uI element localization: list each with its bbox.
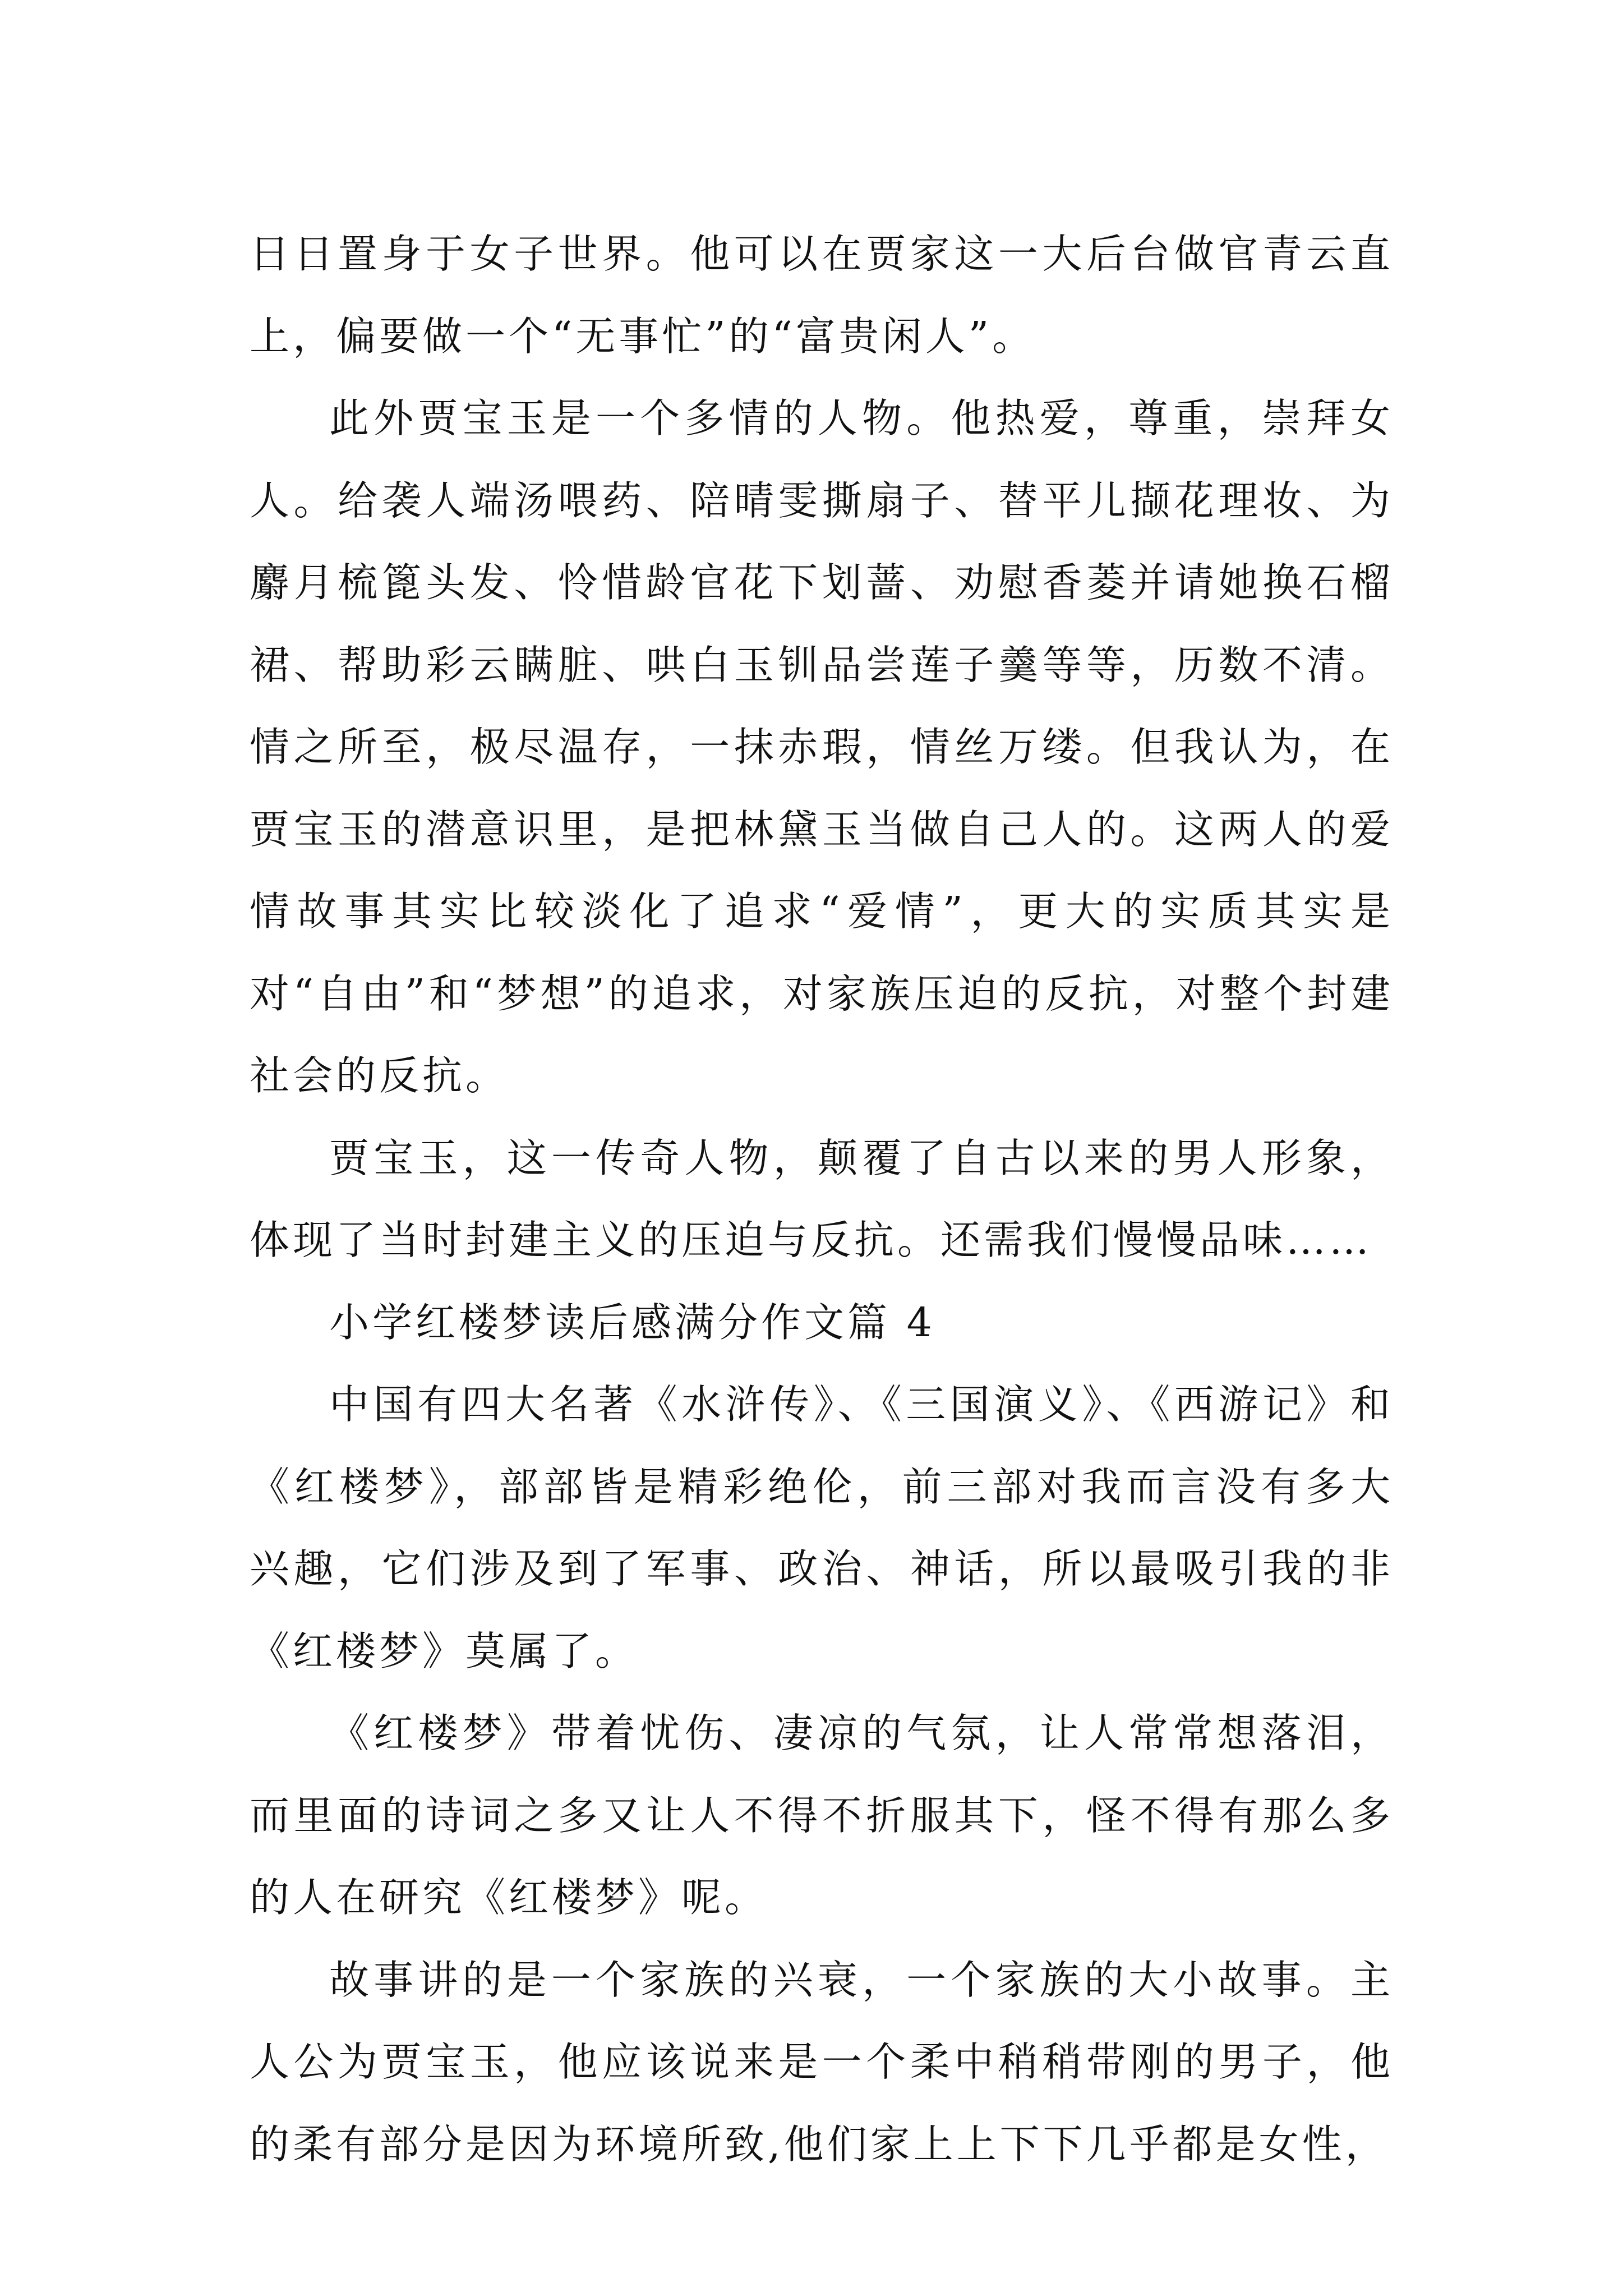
paragraph-story-summary: 故事讲的是一个家族的兴衰，一个家族的大小故事。主人公为贾宝玉，他应该说来是一个柔中稍稍带刚的男子，他的柔有部分是因为环境所致,他们家上上下下几乎都是女性，: [250, 1956, 1394, 2168]
paragraph-melancholy-atmosphere: 《红楼梦》带着忧伤、凄凉的气氛，让人常常想落泪，而里面的诗词之多又让人不得不折服其下，怪不得有那么多的人在研究《红楼梦》呢。: [250, 1710, 1394, 1921]
paragraph-jia-baoyu-conclusion: 贾宝玉，这一传奇人物，颠覆了自古以来的男人形象，体现了当时封建主义的压迫与反抗。还需我们慢慢品味……: [250, 1134, 1394, 1263]
document-body: [250, 213, 1394, 2185]
paragraph-four-classics: 中国有四大名著《水浒传》、《三国演义》、《西游记》和《红楼梦》，部部皆是精彩绝伦，前三部对我而言没有多大兴趣，它们涉及到了军事、政治、神话，所以最吸引我的非《红楼梦》莫属了。: [250, 1381, 1394, 1674]
paragraph-jia-baoyu-affection: 此外贾宝玉是一个多情的人物。他热爱，尊重，崇拜女人。给袭人端汤喂药、陪晴雯撕扇子、替平儿撷花理妆、为麝月梳篦头发、怜惜龄官花下划蔷、劝慰香菱并请她换石榴裙、帮助彩云瞒脏、哄白玉钏品尝莲子羹等等，历数不清。情之所至，极尽温存，一抹赤瑕，情丝万缕。但我认为，在贾宝玉的潜意识里，是把林黛玉当做自己人的。这两人的爱情故事其实比较淡化了追求“爱情”，更大的实质其实是对“自由”和“梦想”的追求，对家族压迫的反抗，对整个封建社会的反抗。: [250, 395, 1394, 1099]
paragraph-continuation: 日日置身于女子世界。他可以在贾家这一大后台做官青云直上，偏要做一个“无事忙”的“富贵闲人”。: [250, 231, 1394, 360]
essay-heading: 小学红楼梦读后感满分作文篇 4: [329, 1299, 935, 1346]
